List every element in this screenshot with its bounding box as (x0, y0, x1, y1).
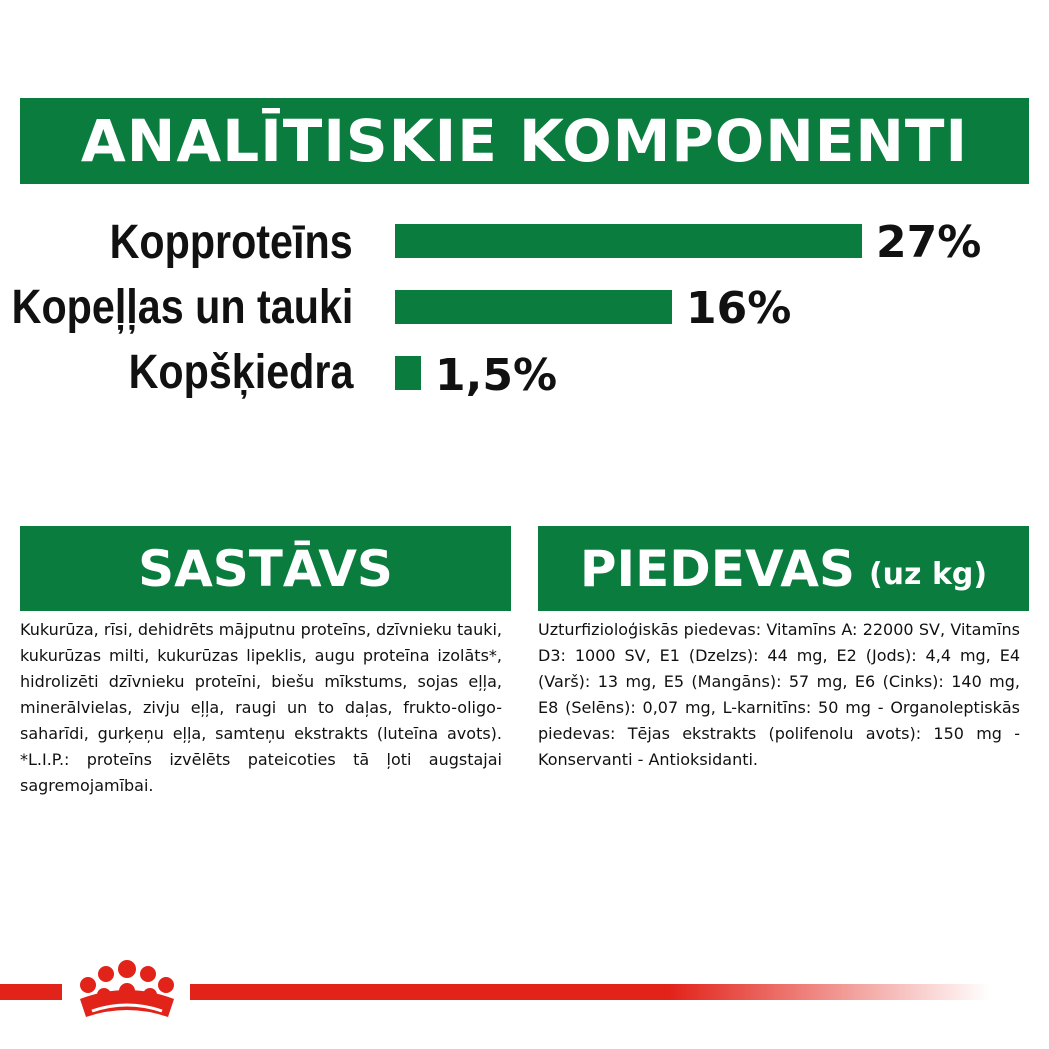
sastavs-header (20, 526, 511, 611)
component-label-fat: Kopeļļas un tauki (11, 281, 353, 334)
component-bar-fibre (395, 356, 421, 390)
component-label-fibre: Kopšķiedra (128, 346, 353, 399)
component-bar-fat (395, 290, 672, 324)
component-percent-protein: 27% (876, 217, 982, 268)
header-title: ANALĪTISKIE KOMPONENTI (80, 107, 969, 175)
sastavs-text: Kukurūza, rīsi, dehidrēts mājputnu proteīns, dzīvnieku tauki, kukurūzas milti, kukurūzas lipeklis, augu proteīna izolāts*, hidrolizēti dzīvnieku proteīni, biešu mīkstums, sojas eļļa, minerālvielas, zivju eļļa, raugi un to daļas, frukto-oligo-saharīdi, gurķeņu eļļa, samteņu ekstrakts (luteīna avots). *L.I.P.: proteīns izvēlēts pateicoties tā ļoti augstajai sagremojamībai. (20, 620, 502, 795)
sastavs-title: SASTĀVS (138, 539, 393, 598)
analitiskie-komponenti-header (20, 98, 1029, 184)
piedevas-title-suffix: (uz kg) (868, 557, 988, 592)
piedevas-header (538, 526, 1029, 611)
crown-logo-icon (70, 955, 184, 1025)
component-bar-protein (395, 224, 862, 258)
component-label-protein: Kopproteīns (109, 216, 353, 269)
footer-red-line-left (0, 984, 62, 1000)
component-percent-fat: 16% (686, 283, 792, 334)
component-percent-fibre: 1,5% (435, 350, 558, 401)
piedevas-text: Uzturfizioloģiskās piedevas: Vitamīns A: 22000 SV, Vitamīns D3: 1000 SV, E1 (Dzelzs): 44 mg, E2 (Jods): 4,4 mg, E4 (Varš): 13 mg, E5 (Mangāns): 57 mg, E6 (Cinks): 140 mg, E8 (Selēns): 0,07 mg, L-karnitīns: 50 mg - Organoleptiskās piedevas: Tējas ekstrakts (polifenolu avots): 150 mg - Konservanti - Antioksidanti. (538, 620, 1020, 769)
footer-red-line-right (190, 984, 990, 1000)
piedevas-title: PIEDEVAS (579, 539, 855, 598)
